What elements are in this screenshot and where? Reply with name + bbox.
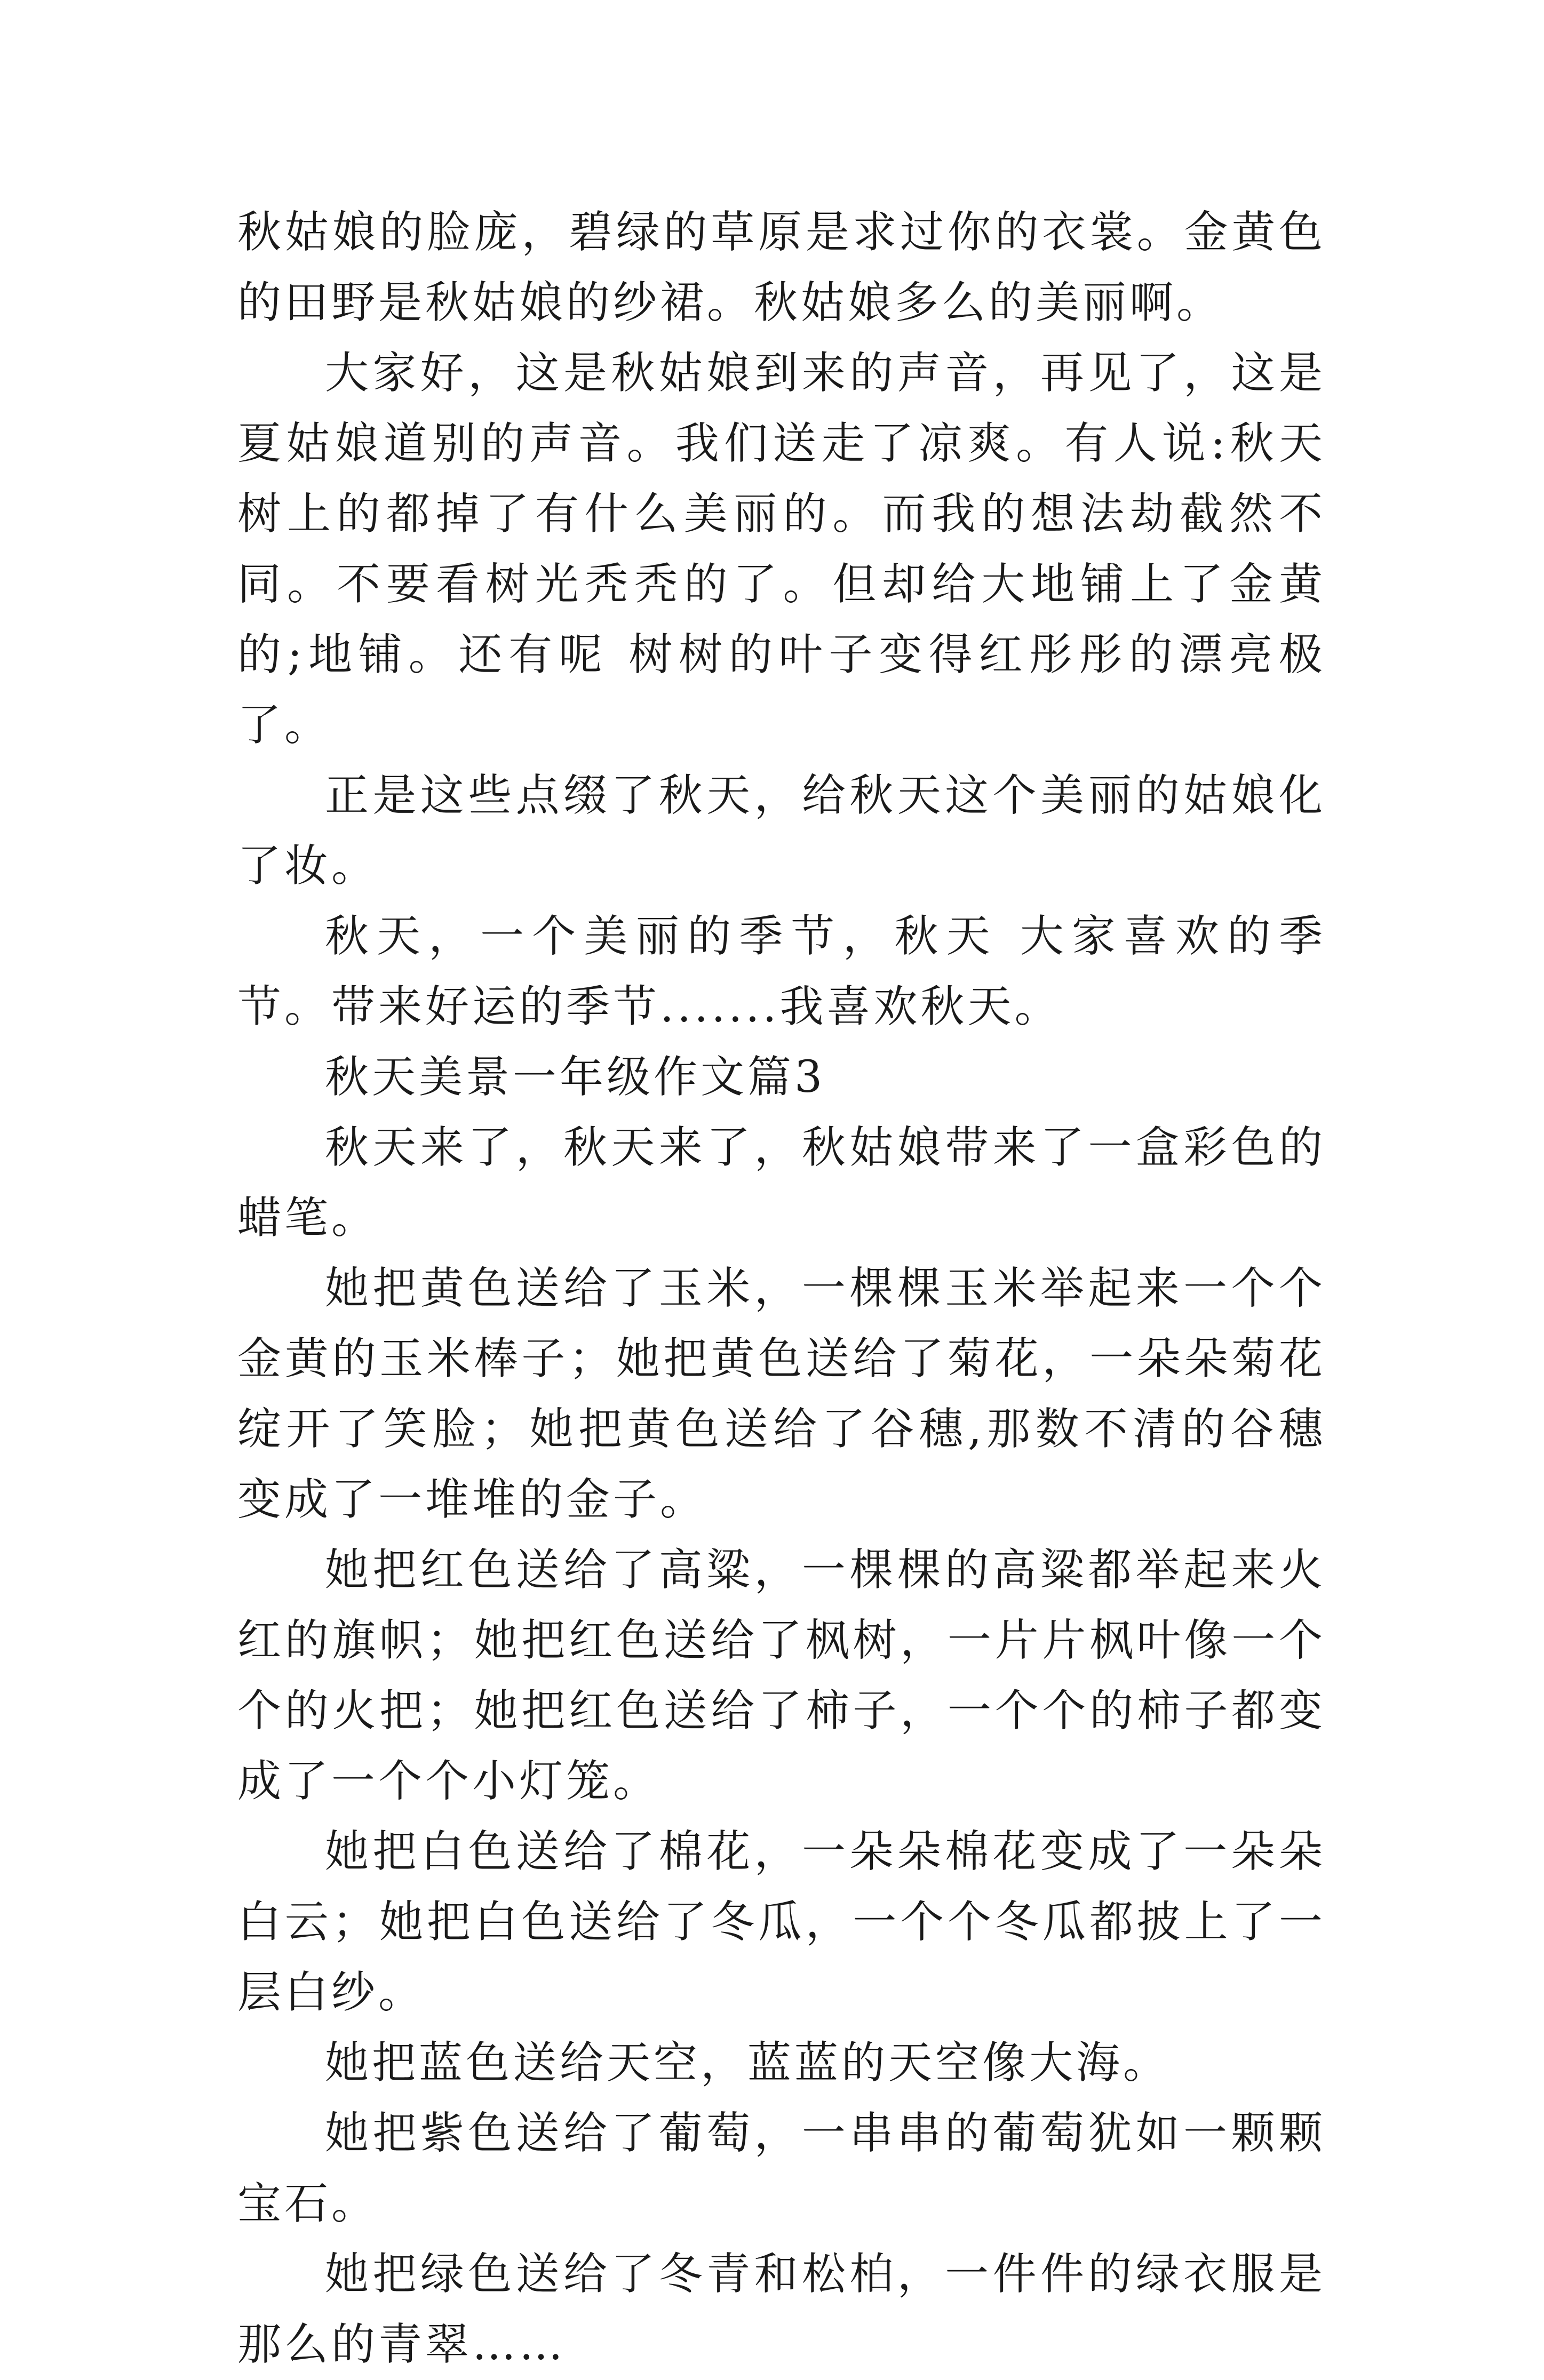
paragraph-10: 她把紫色送给了葡萄，一串串的葡萄犹如一颗颗宝石。 bbox=[237, 2108, 1326, 2229]
paragraph-9: 她把蓝色送给天空，蓝蓝的天空像大海。 bbox=[325, 2038, 1171, 2088]
paragraph-5: 秋天来了，秋天来了，秋姑娘带来了一盒彩色的蜡笔。 bbox=[237, 1122, 1326, 1243]
paragraph-1: 秋姑娘的脸庞，碧绿的草原是求过你的衣裳。金黄色的田野是秋姑娘的纱裙。秋姑娘多么的美丽啊。 bbox=[237, 207, 1326, 328]
paragraph-11: 她把绿色送给了冬青和松柏，一件件的绿衣服是那么的青翠…… bbox=[237, 2249, 1326, 2370]
paragraph-3: 正是这些点缀了秋天，给秋天这个美丽的姑娘化了妆。 bbox=[237, 770, 1326, 891]
paragraph-2: 大家好，这是秋姑娘到来的声音，再见了，这是夏姑娘道别的声音。我们送走了凉爽。有人说:秋天树上的都掉了有什么美丽的。而我的想法劫截然不同。不要看树光秃秃的了。但却给大地铺上了金黄的;地铺。还有呢 树树的叶子变得红彤彤的漂亮极了。 bbox=[237, 348, 1326, 750]
article-body bbox=[237, 197, 1326, 2380]
paragraph-7: 她把红色送给了高粱，一棵棵的高粱都举起来火红的旗帜；她把红色送给了枫树，一片片枫叶像一个个的火把；她把红色送给了柿子，一个个的柿子都变成了一个个小灯笼。 bbox=[237, 1545, 1326, 1807]
paragraph-6: 她把黄色送给了玉米，一棵棵玉米举起来一个个金黄的玉米棒子；她把黄色送给了菊花，一朵朵菊花绽开了笑脸；她把黄色送给了谷穗,那数不清的谷穗变成了一堆堆的金子。 bbox=[237, 1263, 1326, 1525]
paragraph-8: 她把白色送给了棉花，一朵朵棉花变成了一朵朵白云；她把白色送给了冬瓜，一个个冬瓜都披上了一层白纱。 bbox=[237, 1826, 1326, 2018]
section-heading: 秋天美景一年级作文篇3 bbox=[325, 1052, 826, 1103]
paragraph-4: 秋天，一个美丽的季节，秋天 大家喜欢的季节。带来好运的季节.......我喜欢秋天。 bbox=[237, 911, 1326, 1032]
